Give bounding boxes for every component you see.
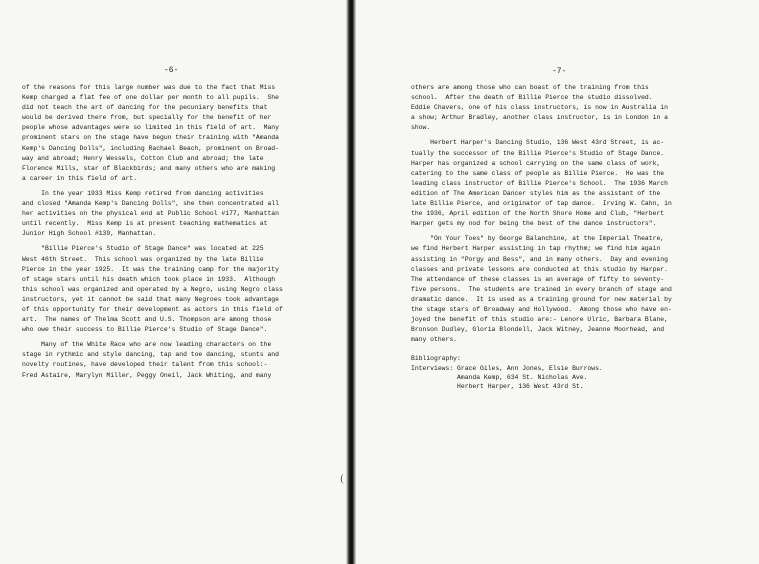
right-text-line: late Billie Pierce, and originator of tap dance. Irving W. Cahn, in bbox=[411, 200, 672, 208]
left-text-line: art. The names of Thelma Scott and U.S. Thompson are among those bbox=[22, 316, 272, 324]
right-text-line: Herbert Harper's Dancing Studio, 136 West 43rd Street, is ac- bbox=[411, 139, 665, 147]
left-text-line: way and abroad; Henry Wessels, Cotton Club and abroad; the late bbox=[22, 154, 264, 162]
left-text-line: her activities on the physical end at Public School #177, Manhattan bbox=[22, 210, 279, 218]
left-text-line: did not teach the art of dancing for the pecuniary benefits that bbox=[22, 104, 268, 112]
right-page-text bbox=[411, 83, 756, 391]
right-text-line: leading class instructor of Billie Pierce's School. The 1936 March bbox=[411, 179, 668, 187]
page-number-right: -7- bbox=[552, 67, 567, 76]
right-text-line: the stage stars of Broadway and Hollywood. Among those who have en- bbox=[411, 305, 672, 313]
right-text-line: a show; Arthur Bradley, another class instructor, is in London in a bbox=[411, 114, 668, 122]
left-text-line: West 46th Street. This school was organized by the late Billie bbox=[22, 255, 264, 263]
left-text-line: who owe their success to Billie Pierce's Studio of Stage Dance". bbox=[22, 326, 268, 334]
page-number-left: -6- bbox=[164, 66, 179, 75]
right-text-line: Bronson Dudley, Gloria Blondell, Jack Witney, Jeanne Moorhead, and bbox=[411, 326, 665, 334]
bibliography-title: Bibliography: bbox=[411, 355, 461, 363]
right-text-line: school. After the death of Billie Pierce the studio dissolved. bbox=[411, 94, 653, 102]
left-text-line: a career in this field of art. bbox=[22, 174, 138, 182]
left-text-line: Many of the White Race who are now leading characters on the bbox=[22, 341, 272, 349]
left-text-line: and closed "Amanda Kemp's Dancing Dolls", she then concentrated all bbox=[22, 200, 279, 208]
left-text-line: Kemp charged a flat fee of one dollar per month to all pupils. She bbox=[22, 94, 279, 102]
left-text-line: Kemp's Dancing Dolls", including Rachael Beach, prominent on Broad- bbox=[22, 144, 279, 152]
interview-line: Herbert Harper, 136 West 43rd St. bbox=[411, 383, 584, 391]
right-text-line: catering to the same class of people as Billie Pierce. He was the bbox=[411, 169, 665, 177]
right-text-line: assisting in "Porgy and Bess", and in many others. Day and evening bbox=[411, 255, 668, 263]
left-text-line: Florence Mills, star of Blackbirds; and many others who are making bbox=[22, 164, 276, 172]
right-text-line: others are among those who can boast of the training from this bbox=[411, 84, 649, 91]
right-text-line: show. bbox=[411, 124, 431, 132]
interview-line: Interviews: Grace Giles, Ann Jones, Elsie Burrows. bbox=[411, 365, 603, 373]
interview-line: Amanda Kemp, 634 St. Nicholas Ave. bbox=[411, 374, 588, 382]
left-page bbox=[0, 0, 346, 564]
right-text-line: Harper has organized a school carrying on the same class of work, bbox=[411, 159, 661, 167]
left-text-line: Junior High School #139, Manhattan. bbox=[22, 230, 157, 238]
book-gutter bbox=[346, 0, 356, 564]
left-text-line: of this opportunity for their development as actors in this field of bbox=[22, 305, 283, 313]
right-text-line: classes and private lessons are conducted at this studio by Harper. bbox=[411, 265, 668, 273]
left-text-line: Pierce in the year 1925. It was the training camp for the majority bbox=[22, 265, 279, 273]
right-text-line: dramatic dance. It is used as a training ground for new material by bbox=[411, 295, 672, 303]
interviews-list bbox=[411, 364, 756, 391]
left-text-line: would be derived there from, but specially for the benefit of her bbox=[22, 114, 272, 122]
left-text-line: novelty routines, have developed their talent from this school:- bbox=[22, 361, 268, 369]
right-text-line: we find Herbert Harper assisting in tap rhythm; we find him again bbox=[411, 245, 661, 253]
right-text-line: many others. bbox=[411, 336, 458, 344]
margin-mark: ( bbox=[340, 474, 344, 485]
right-text-line: The attendance of these classes is an average of fifty to seventy- bbox=[411, 275, 665, 283]
left-text-line: prominent stars on the stage have begun their training with "Amanda bbox=[22, 134, 279, 142]
right-text-line: edition of The American Dancer styles him as the assistant of the bbox=[411, 189, 661, 197]
right-text-line: the 1936, April edition of the North Shore Home and Club, "Herbert bbox=[411, 210, 665, 218]
left-text-line: "Billie Pierce's Studio of Stage Dance" was located at 225 bbox=[22, 245, 264, 253]
right-text-line: Harper gets my nod for being the best of the dance instructors". bbox=[411, 220, 657, 228]
left-text-line: instructors, yet it cannot be said that many Negroes took advantage bbox=[22, 295, 279, 303]
right-text-line: "On Your Toes" by George Balanchine, at the Imperial Theatre, bbox=[411, 235, 665, 243]
right-text-line: five persons. The students are trained in every branch of stage and bbox=[411, 285, 672, 293]
left-text-line: this school was organized and operated by a Negro, using Negro class bbox=[22, 285, 283, 293]
left-text-line: people whose advantages were so limited in this field of art. Many bbox=[22, 124, 279, 132]
left-page-text bbox=[22, 83, 342, 381]
right-page bbox=[356, 0, 759, 564]
left-text-line: In the year 1933 Miss Kemp retired from dancing activities bbox=[22, 189, 264, 197]
right-text-line: Eddie Chavers, one of his class instructors, is now in Australia in bbox=[411, 104, 668, 112]
left-text-line: of the reasons for this large number was due to the fact that Miss bbox=[22, 84, 276, 91]
right-page-paragraphs bbox=[411, 83, 756, 345]
right-text-line: joyed the benefit of this studio are:- Lenore Ulric, Barbara Blane, bbox=[411, 316, 668, 324]
right-text-line: tually the successor of the Billie Pierce's Studio of Stage Dance. bbox=[411, 149, 665, 157]
left-text-line: of stage stars until his death which took place in 1933. Although bbox=[22, 275, 276, 283]
left-text-line: stage in rythmic and style dancing, tap and toe dancing, stunts and bbox=[22, 351, 279, 359]
left-text-line: until recently. Miss Kemp is at present teaching mathematics at bbox=[22, 220, 268, 228]
left-text-line: Fred Astaire, Marylyn Miller, Peggy Oneil, Jack Whiting, and many bbox=[22, 371, 272, 379]
